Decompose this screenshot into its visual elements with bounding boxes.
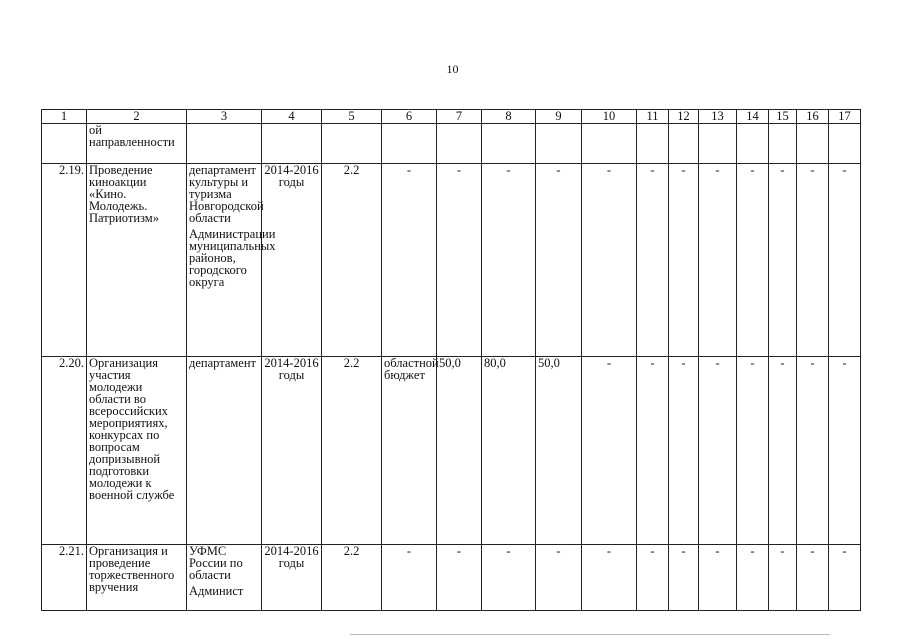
column-header: 13: [699, 110, 737, 124]
column-header: 6: [382, 110, 437, 124]
column-header: 16: [797, 110, 829, 124]
target-indicator: 2.2: [322, 164, 382, 357]
value-cell: -: [769, 164, 797, 357]
target-indicator: 2.2: [322, 357, 382, 545]
column-header: 11: [637, 110, 669, 124]
column-header: 4: [262, 110, 322, 124]
value-cell: -: [582, 164, 637, 357]
executor: департамент культуры и туризма Новгородской области: [189, 163, 264, 225]
funding-source: -: [382, 164, 437, 357]
column-header: 9: [536, 110, 582, 124]
value-cell: -: [829, 545, 861, 611]
column-header: 14: [737, 110, 769, 124]
value-cell: -: [582, 357, 637, 545]
period: 2014-2016 годы: [262, 357, 322, 545]
value-cell: -: [769, 545, 797, 611]
executor: Администрации муниципальных районов, городского округа: [189, 227, 276, 289]
value-cell: -: [737, 545, 769, 611]
value-cell: -: [582, 545, 637, 611]
column-header: 2: [87, 110, 187, 124]
value-cell: -: [669, 545, 699, 611]
row-number: 2.20.: [42, 357, 87, 545]
activity-name: ой направленности: [87, 124, 187, 164]
value-cell: -: [437, 545, 482, 611]
page-number: 10: [446, 62, 459, 76]
column-header: 17: [829, 110, 861, 124]
program-table: [41, 109, 861, 611]
value-cell: -: [699, 164, 737, 357]
value-cell: -: [437, 164, 482, 357]
value-cell: -: [699, 545, 737, 611]
value-cell: -: [769, 357, 797, 545]
executor: УФМС России по области: [189, 544, 243, 582]
value-cell: -: [797, 164, 829, 357]
table-row: [42, 124, 861, 164]
scan-artifact: [350, 634, 830, 635]
row-number: 2.19.: [42, 164, 87, 357]
period: 2014-2016 годы: [262, 164, 322, 357]
column-header: 12: [669, 110, 699, 124]
table-row: [42, 545, 861, 611]
executor-cell: [187, 163, 276, 357]
value-cell: -: [482, 164, 536, 357]
executor-cell: [187, 357, 262, 545]
value-cell: -: [797, 357, 829, 545]
executor: департамент: [189, 356, 257, 370]
value-cell: 80,0: [482, 357, 536, 545]
activity-name: Организация и проведение торжественного вручения: [87, 545, 187, 611]
value-cell: -: [669, 164, 699, 357]
column-header: 15: [769, 110, 797, 124]
column-header: 8: [482, 110, 536, 124]
value-cell: -: [536, 164, 582, 357]
activity-name: Проведение киноакции «Кино. Молодежь. Патриотизм»: [87, 164, 187, 357]
value-cell: -: [829, 357, 861, 545]
value-cell: -: [829, 164, 861, 357]
value-cell: -: [637, 164, 669, 357]
column-header: 3: [187, 110, 262, 124]
value-cell: -: [797, 545, 829, 611]
value-cell: -: [699, 357, 737, 545]
executor-cell: [187, 545, 262, 611]
value-cell: 50,0: [536, 357, 582, 545]
table-row: [42, 357, 861, 545]
column-header: 10: [582, 110, 637, 124]
activity-name: Организация участия молодежи области во всероссийских мероприятиях, конкурсах по вопросам допризывной подготовки молодежи к военной службе: [87, 357, 187, 545]
target-indicator: 2.2: [322, 545, 382, 611]
value-cell: -: [669, 357, 699, 545]
value-cell: -: [637, 357, 669, 545]
period: 2014-2016 годы: [262, 545, 322, 611]
value-cell: 50,0: [437, 357, 482, 545]
column-header: 1: [42, 110, 87, 124]
value-cell: -: [482, 545, 536, 611]
value-cell: -: [737, 164, 769, 357]
executor: Админист: [189, 584, 244, 598]
value-cell: -: [637, 545, 669, 611]
column-header: 7: [437, 110, 482, 124]
funding-source: -: [382, 545, 437, 611]
value-cell: -: [737, 357, 769, 545]
column-header: 5: [322, 110, 382, 124]
value-cell: -: [536, 545, 582, 611]
table-row: [42, 164, 861, 357]
header-row: [42, 110, 861, 124]
row-number: 2.21.: [42, 545, 87, 611]
funding-source: областной бюджет: [382, 357, 437, 545]
